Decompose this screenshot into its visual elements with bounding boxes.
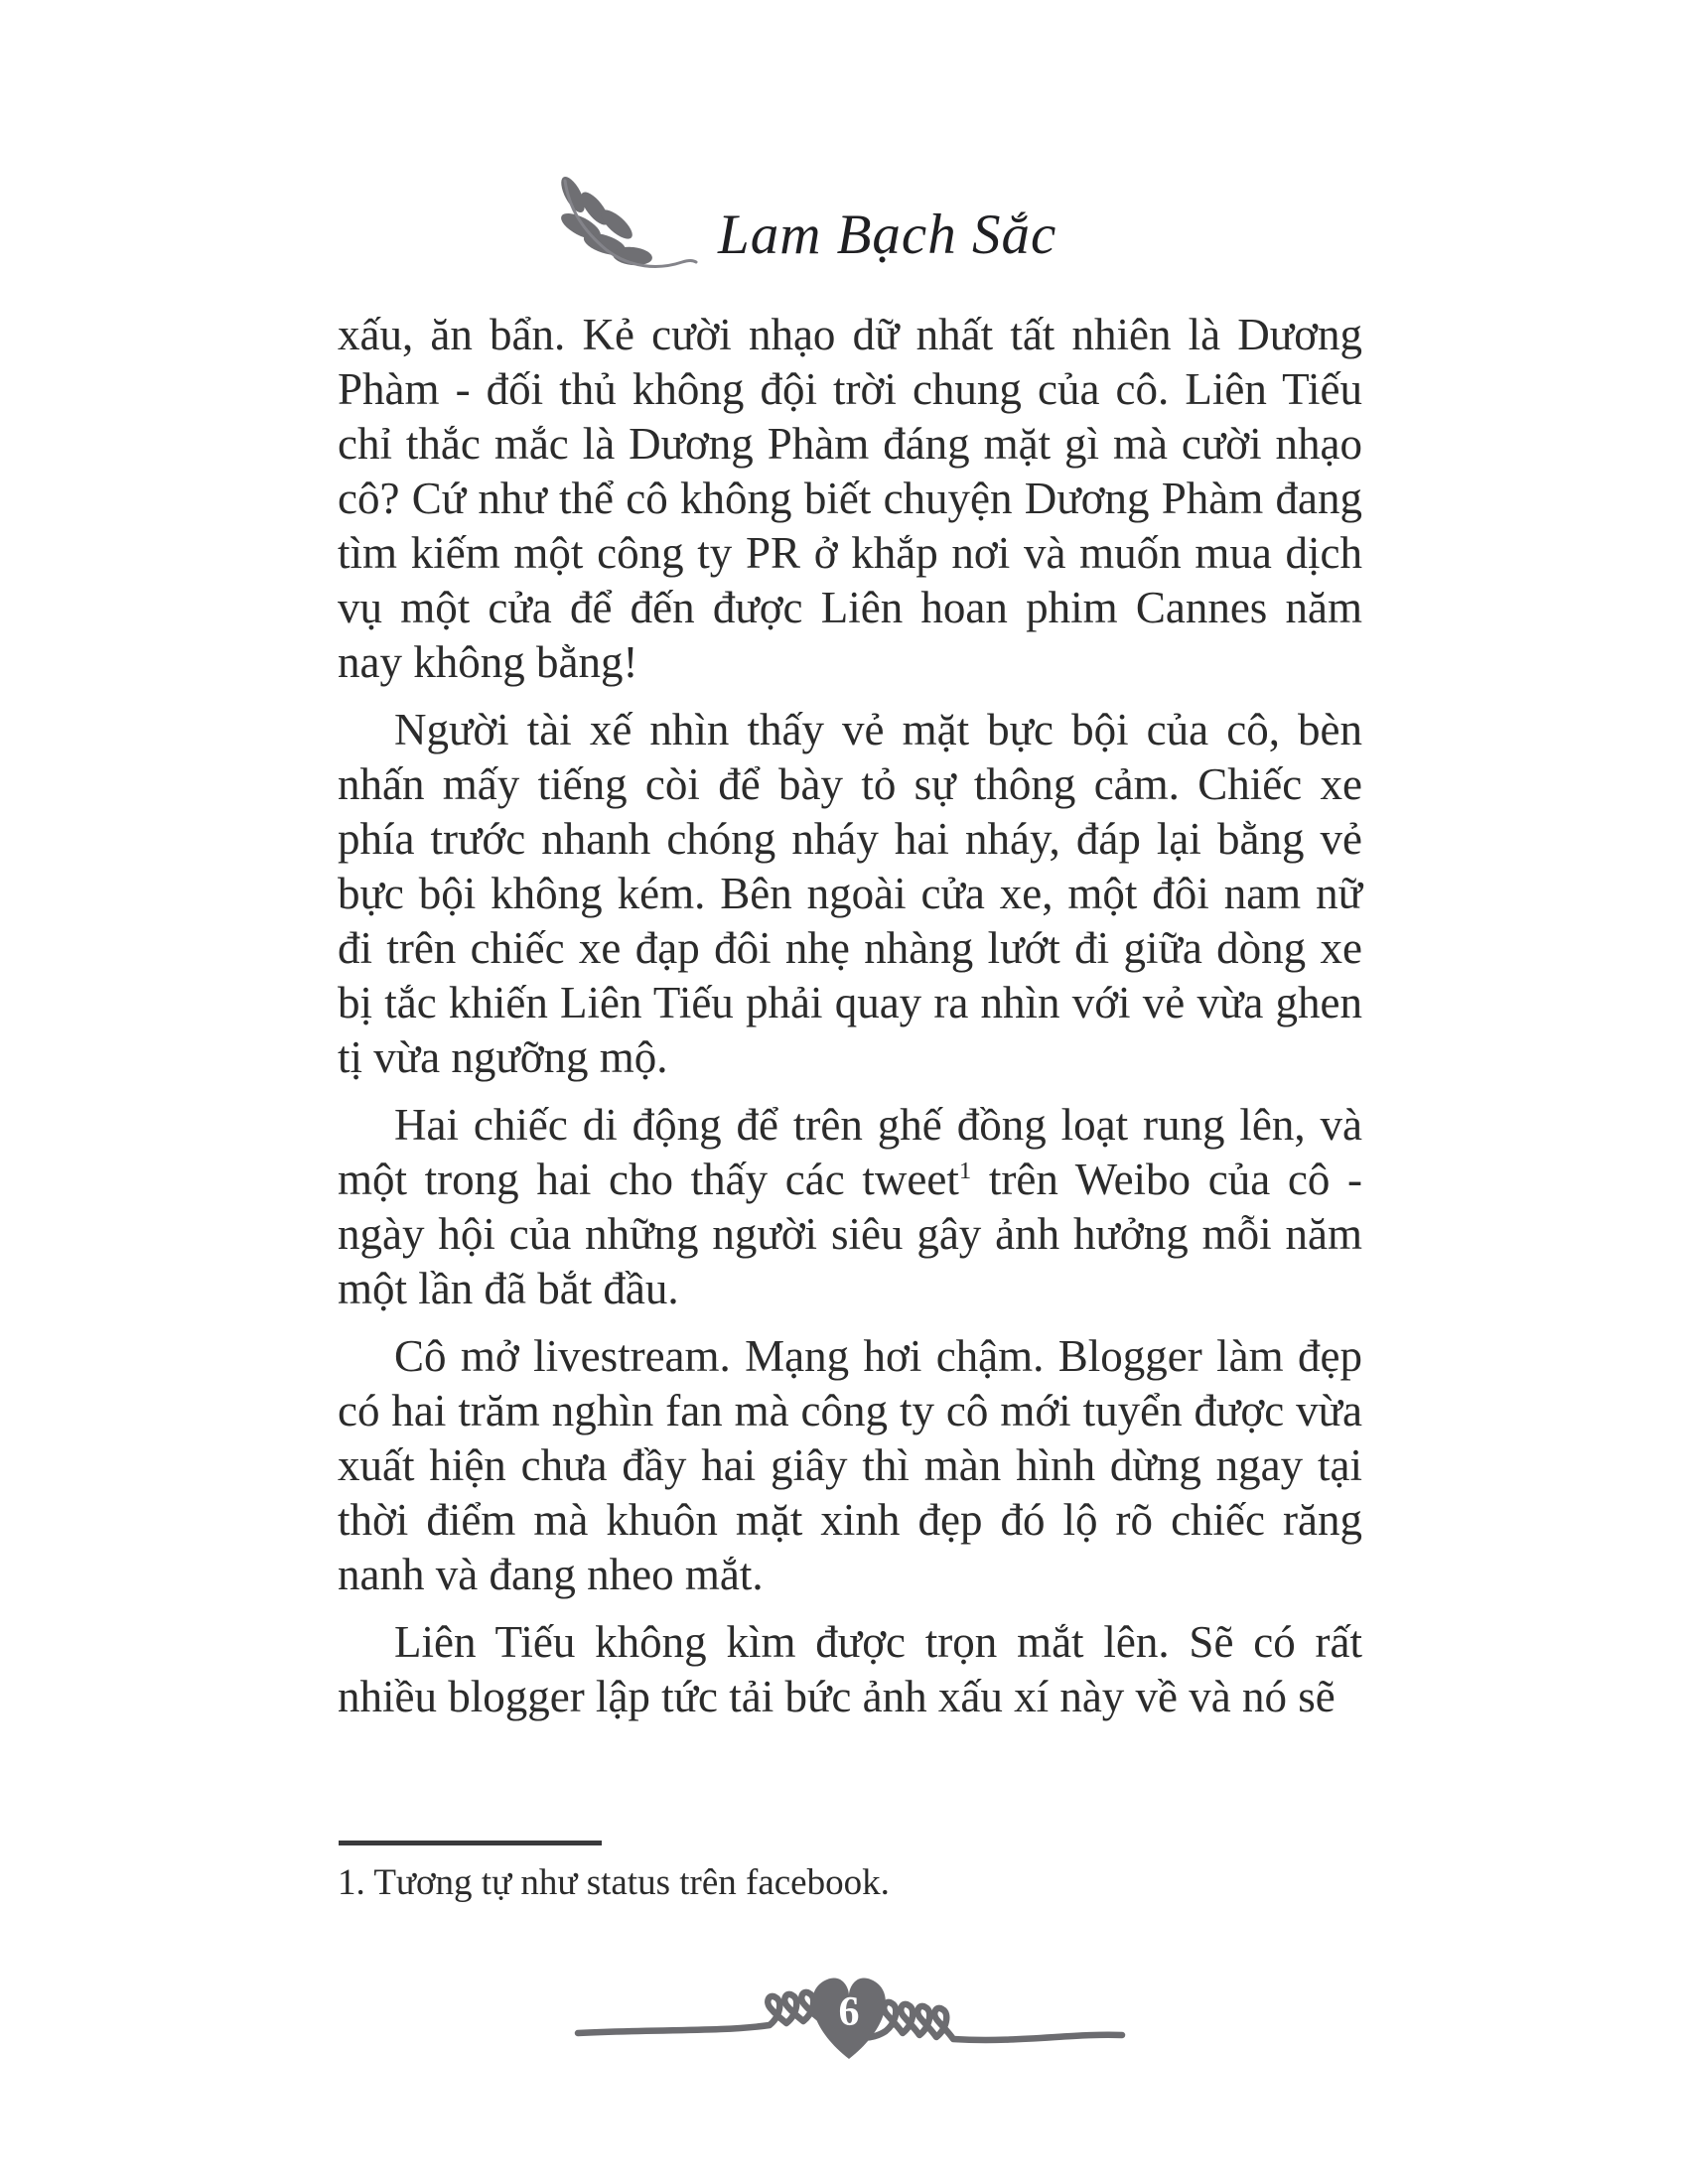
flourish-right-line bbox=[860, 2002, 1122, 2040]
footnote-text: 1. Tương tự như status trên facebook. bbox=[338, 1862, 890, 1903]
paragraph-text: Hai chiếc di động để trên ghế đồng loạt rung lên, và một trong hai cho thấy các tweet bbox=[338, 1100, 1362, 1204]
running-header-title: Lam Bạch Sắc bbox=[718, 204, 1057, 266]
paragraph-text: xấu, ăn bẩn. Kẻ cười nhạo dữ nhất tất nhiên là Dương Phàm - đối thủ không đội trời chung của cô. Liên Tiếu chỉ thắc mắc là Dương Phàm đáng mặt gì mà cười nhạo cô? Cứ như thể cô không biết chuyện Dương Phàm đang tìm kiếm một công ty PR ở khắp nơi và muốn mua dịch vụ một cửa để đến được Liên hoan phim Cannes năm nay không bằng! bbox=[338, 310, 1362, 687]
paragraph bbox=[338, 1615, 1362, 1724]
page-number: 6 bbox=[838, 1989, 860, 2035]
paragraph-text: trên Weibo của cô - ngày hội của những người siêu gây ảnh hưởng mỗi năm một lần đã bắt đầu. bbox=[338, 1155, 1362, 1313]
flourish-left-line bbox=[578, 1990, 837, 2033]
footnote-divider bbox=[339, 1841, 602, 1845]
leaf-branch-icon bbox=[537, 173, 700, 276]
paragraph-text: Liên Tiếu không kìm được trọn mắt lên. Sẽ có rất nhiều blogger lập tức tải bức ảnh xấu xí này về và nó sẽ bbox=[338, 1617, 1362, 1721]
paragraph-text: Cô mở livestream. Mạng hơi chậm. Blogger làm đẹp có hai trăm nghìn fan mà công ty cô mới tuyển được vừa xuất hiện chưa đầy hai giây thì màn hình dừng ngay tại thời điểm mà khuôn mặt xinh đẹp đó lộ rõ chiếc răng nanh và đang nheo mắt. bbox=[338, 1331, 1362, 1599]
paragraph-text: Người tài xế nhìn thấy vẻ mặt bực bội của cô, bèn nhấn mấy tiếng còi để bày tỏ sự thông cảm. Chiếc xe phía trước nhanh chóng nháy hai nháy, đáp lại bằng vẻ bực bội không kém. Bên ngoài cửa xe, một đôi nam nữ đi trên chiếc xe đạp đôi nhẹ nhàng lướt đi giữa dòng xe bị tắc khiến Liên Tiếu phải quay ra nhìn với vẻ vừa ghen tị vừa ngưỡng mộ. bbox=[338, 705, 1362, 1082]
paragraph bbox=[338, 1098, 1362, 1316]
paragraph bbox=[338, 308, 1362, 690]
footnote-area bbox=[338, 1841, 1362, 1905]
footnote-reference: 1 bbox=[958, 1158, 972, 1184]
paragraph bbox=[338, 703, 1362, 1085]
footer-flourish bbox=[572, 1946, 1128, 2069]
page-body bbox=[338, 308, 1362, 1737]
paragraph bbox=[338, 1329, 1362, 1602]
